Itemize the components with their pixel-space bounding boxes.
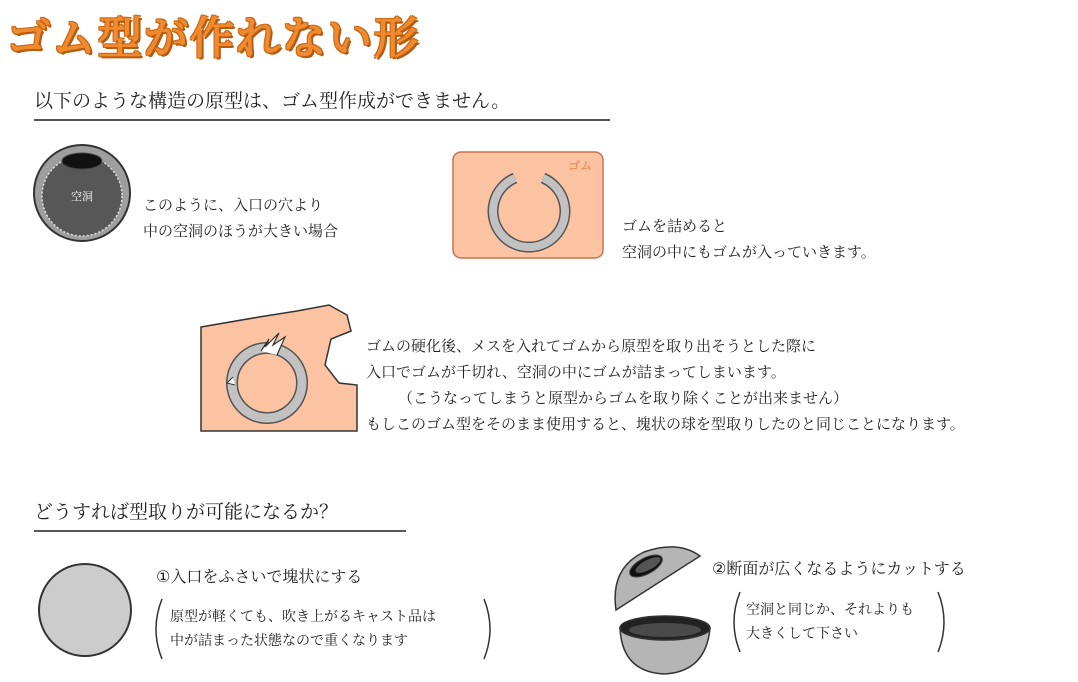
entrance-hole xyxy=(62,153,102,169)
solid-sphere-illustration xyxy=(37,562,133,658)
option1-paren-right xyxy=(482,597,496,661)
page-title: ゴム型が作れない形 xyxy=(6,13,420,64)
rubber-filled-illustration xyxy=(452,151,604,259)
case3-line-2: 入口でゴムが千切れ、空洞の中にゴムが詰まってしまいます。 xyxy=(366,363,786,381)
option2-note-line-2: 大きくして下さい xyxy=(746,626,858,642)
option2-paren-left xyxy=(728,590,742,654)
option1-note-line-2: 中が詰まった状態なので重くなります xyxy=(170,633,408,649)
section2-heading: どうすれば型取りが可能になるか？ xyxy=(34,497,406,532)
option1-note xyxy=(170,605,436,653)
case2-description xyxy=(622,213,876,265)
torn-rubber-illustration xyxy=(199,303,359,435)
option1-paren-left xyxy=(150,597,164,661)
case3-line-3: （こうなってしまうと原型からゴムを取り除くことが出来ません） xyxy=(398,389,849,407)
option2-paren-right xyxy=(936,590,950,654)
option2-note xyxy=(746,598,914,646)
rubber-label: ゴム xyxy=(567,159,593,173)
hollow-sphere-illustration xyxy=(32,143,132,243)
case1-line-2: 中の空洞のほうが大きい場合 xyxy=(143,222,339,240)
option1-note-line-1: 原型が軽くても、吹き上がるキャスト品は xyxy=(170,609,436,625)
case3-line-4: もしこのゴム型をそのまま使用すると、塊状の球を型取りしたのと同じことになります。 xyxy=(366,415,965,433)
case2-line-2: 空洞の中にもゴムが入っていきます。 xyxy=(622,243,876,261)
case1-line-1: このように、入口の穴より xyxy=(143,196,324,214)
option2-label: ②断面が広くなるようにカットする xyxy=(712,559,966,578)
section1-heading: 以下のような構造の原型は、ゴム型作成ができません。 xyxy=(34,86,610,121)
cavity-label: 空洞 xyxy=(71,190,93,203)
case2-line-1: ゴムを詰めると xyxy=(622,217,728,235)
option2-note-line-1: 空洞と同じか、それよりも xyxy=(746,602,914,618)
case3-description xyxy=(366,333,965,437)
case1-description xyxy=(143,192,338,244)
case3-line-1: ゴムの硬化後、メスを入れてゴムから原型を取り出そうとした際に xyxy=(366,337,817,355)
option1-label: ①入口をふさいで塊状にする xyxy=(156,567,363,586)
cut-sphere-illustration xyxy=(608,540,718,676)
